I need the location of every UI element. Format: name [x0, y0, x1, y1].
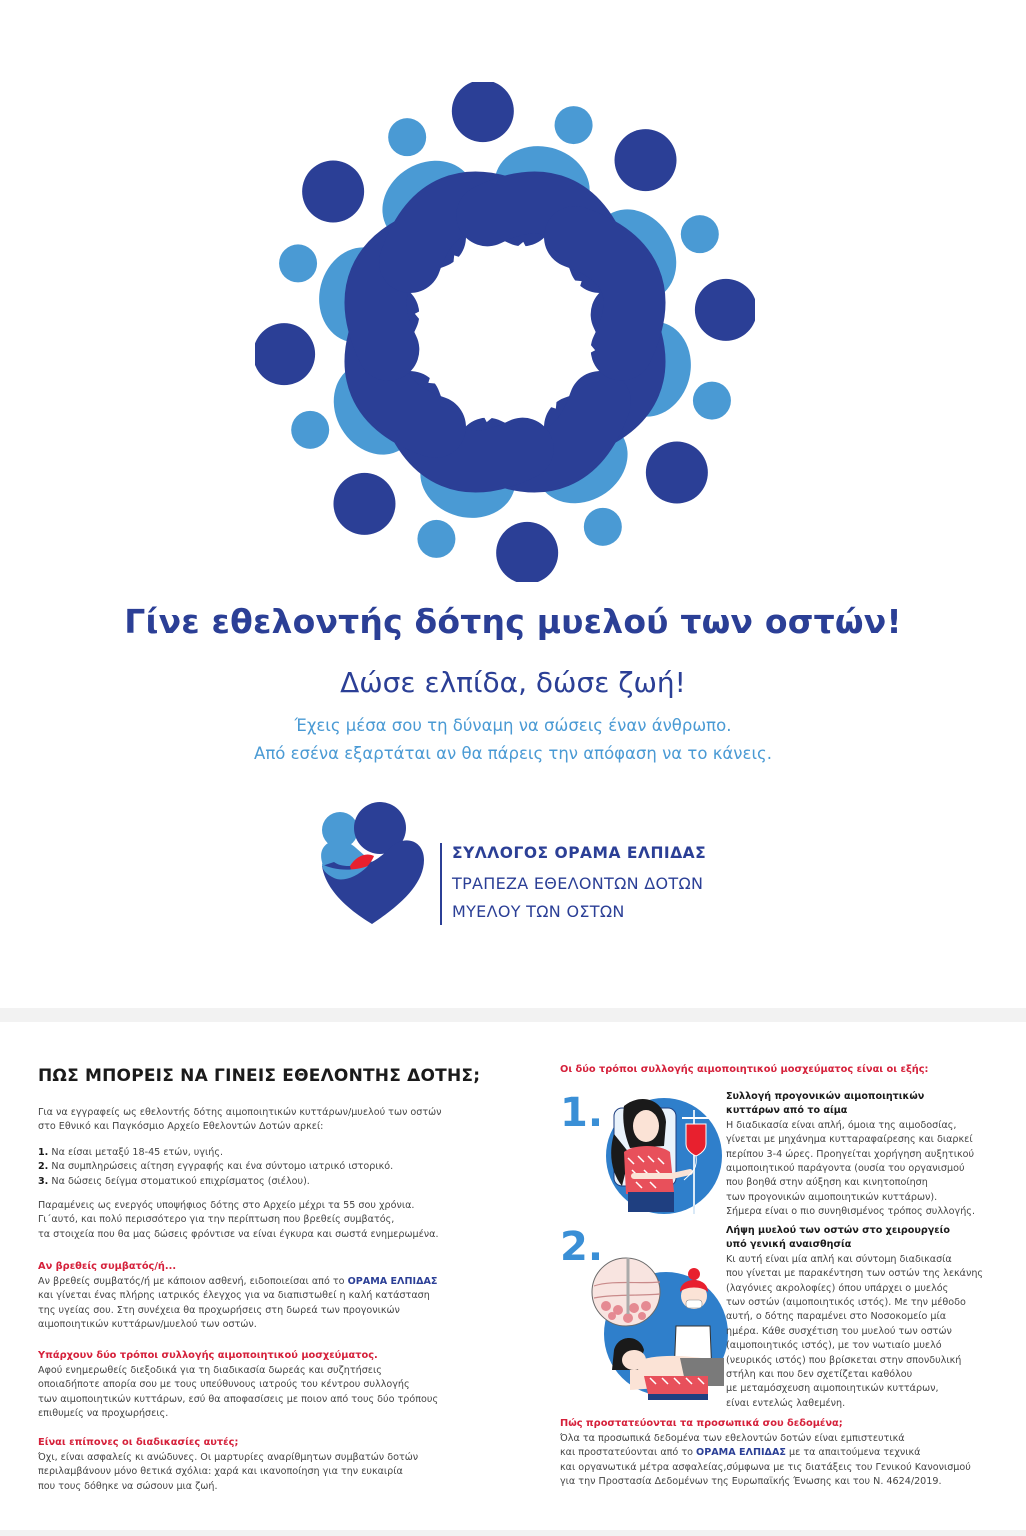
- step-text: Να είσαι μεταξύ 18-45 ετών, υγιής.: [51, 1147, 224, 1158]
- ways-line: Αφού ενημερωθείς διεξοδικά για τη διαδικασία δωρεάς και συζητήσεις: [38, 1365, 382, 1376]
- method-2-title: Λήψη μυελού των οστών στο χειρουργείο: [726, 1225, 950, 1236]
- subtitle: Δώσε ελπίδα, δώσε ζωή!: [340, 666, 686, 699]
- step-item: [38, 1175, 393, 1189]
- match-line: και γίνεται ένας πλήρης ιατρικός έλεγχος για να διαπιστωθεί η καλή κατάσταση: [38, 1290, 430, 1302]
- privacy-heading: Πώς προστατεύονται τα προσωπικά σου δεδομένα;: [560, 1418, 843, 1429]
- method-1-line: γίνεται με μηχάνημα κυτταραφαίρεσης και διαρκεί: [726, 1134, 973, 1146]
- remain-line: Γι΄αυτό, και πολύ περισσότερο για την περίπτωση που βρεθείς συμβατός,: [38, 1214, 395, 1226]
- privacy-line: για την Προστασία Δεδομένων της Ευρωπαϊκής Ένωσης και του Ν. 4624/2019.: [560, 1476, 942, 1488]
- ways-text: [38, 1364, 438, 1422]
- remain-line: τα στοιχεία που θα μας δώσεις φρόντισε να είναι έγκυρα και σωστά ενημερωμένα.: [38, 1228, 439, 1240]
- ways-line: οποιαδήποτε απορία σου με τους υπεύθυνους ιατρούς του κέντρου συλλογής: [38, 1379, 410, 1391]
- light-head: [279, 244, 317, 282]
- navy-arm: [575, 237, 634, 350]
- navy-head: [496, 522, 558, 582]
- method-2-text: [726, 1224, 983, 1411]
- privacy-line: Όλα τα προσωπικά δεδομένα των εθελοντών δοτών είναι εμπιστευτικά: [560, 1433, 905, 1444]
- ways-heading: Υπάρχουν δύο τρόποι συλλογής αιμοποιητικού μοσχεύματος.: [38, 1350, 378, 1361]
- ways-line: επιθυμείς να προχωρήσεις.: [38, 1408, 169, 1420]
- method-1-line: των προγονικών αιμοποιητικών κυττάρων).: [726, 1191, 938, 1203]
- match-line: αιμοποιητικών κυττάρων/μυελού των οστών.: [38, 1319, 257, 1331]
- method-number-2: 2.: [560, 1224, 604, 1270]
- method-2-title: υπό γενική αναισθησία: [726, 1239, 852, 1251]
- method-2-line: ημέρα. Κάθε συσχέτιση του μυελού των οστών: [726, 1325, 952, 1337]
- navy-head: [695, 279, 755, 341]
- privacy-line-start: και προστατεύονται από το: [560, 1447, 697, 1459]
- org-line-3: ΜΥΕΛΟΥ ΤΩΝ ΟΣΤΩΝ: [452, 902, 625, 921]
- org-line-2: ΤΡΑΠΕΖΑ ΕΘΕΛΟΝΤΩΝ ΔΟΤΩΝ: [452, 874, 704, 893]
- remain-line: Παραμένεις ως ενεργός υποψήφιος δότης στο Αρχείο μέχρι τα 55 σου χρόνια.: [38, 1200, 415, 1211]
- method-number-1: 1.: [560, 1090, 604, 1136]
- match-line: της υγείας σου. Στη συνέχεια θα προχωρήσεις στη δωρεά των προγονικών: [38, 1304, 400, 1316]
- methods-heading: Οι δύο τρόποι συλλογής αιμοποιητικού μοσχεύματος είναι οι εξής:: [560, 1064, 929, 1075]
- method-1-line: Η διαδικασία είναι απλή, όμοια της αιμοδοσίας,: [726, 1119, 957, 1131]
- ways-line: των αιμοποιητικών κυττάρων, εσύ θα αποφασίσεις με ποιον από τους δύο τρόπους: [38, 1393, 439, 1405]
- privacy-line: [560, 1446, 971, 1460]
- method-1-line: περίπου 3-4 ώρες. Προηγείται χορήγηση αυξητικού: [726, 1148, 975, 1160]
- step-text: Να συμπληρώσεις αίτηση εγγραφής και ένα σύντομο ιατρικό ιστορικό.: [51, 1161, 394, 1173]
- navy-head: [255, 323, 315, 385]
- pain-line: που τους δόθηκε να σώσουν μια ζωή.: [38, 1480, 218, 1492]
- match-text: [38, 1275, 437, 1333]
- intro-text: [38, 1106, 442, 1135]
- method-2-line: (νευρικός ιστός) που βρίσκεται στην σπονδυλική: [726, 1354, 962, 1366]
- intro-line: στο Εθνικό και Παγκόσμιο Αρχείο Εθελοντών Δοτών αρκεί:: [38, 1121, 324, 1133]
- light-head: [555, 106, 593, 144]
- bottom-band: [0, 1530, 1026, 1536]
- main-title: Γίνε εθελοντής δότης μυελού των οστών!: [124, 602, 902, 641]
- light-head: [693, 382, 731, 420]
- navy-head: [302, 160, 364, 222]
- bone-marrow-surgery-illustration-icon: [590, 1254, 730, 1404]
- remain-text: [38, 1199, 439, 1242]
- org-divider: [440, 843, 442, 925]
- people-ring-logo-icon: [255, 82, 755, 582]
- method-1-title: κυττάρων από το αίμα: [726, 1105, 848, 1117]
- light-head: [417, 520, 455, 558]
- tagline-line-2: Από εσένα εξαρτάται αν θα πάρεις την απόφαση να το κάνεις.: [254, 744, 772, 763]
- left-heading: ΠΩΣ ΜΠΟΡΕΙΣ ΝΑ ΓΙΝΕΙΣ ΕΘΕΛΟΝΤΗΣ ΔΟΤΗΣ;: [38, 1066, 481, 1086]
- navy-head: [333, 473, 395, 535]
- heart-embrace-logo-icon: [312, 800, 432, 926]
- method-1-line: Σήμερα είναι ο πιο συνηθισμένος τρόπος συλλογής.: [726, 1206, 975, 1218]
- method-2-line: των οστών (αιμοποιητικός ιστός). Με την μέθοδο: [726, 1297, 966, 1309]
- intro-line: Για να εγγραφείς ως εθελοντής δότης αιμοποιητικών κυττάρων/μυελού των οστών: [38, 1107, 442, 1118]
- method-2-line: (λαγόνιες ακρολοφίες) όπου υπάρχει ο μυελός: [726, 1282, 949, 1294]
- tagline-line-1: Έχεις μέσα σου τη δύναμη να σώσεις έναν άνθρωπο.: [294, 716, 732, 735]
- step-number: 1.: [38, 1147, 49, 1158]
- method-2-line: με μεταμόσχευση αιμοποιητικών κυττάρων,: [726, 1383, 939, 1395]
- brand-name: ΟΡΑΜΑ ΕΛΠΙΔΑΣ: [347, 1276, 438, 1287]
- method-2-line: που γίνεται με παρακέντηση των οστών της λεκάνης: [726, 1268, 984, 1280]
- light-head: [388, 118, 426, 156]
- pain-line: περιλαμβάνουν μόνο θετικά σχόλια: χαρά και ικανοποίηση για την ευκαιρία: [38, 1466, 403, 1478]
- light-head: [584, 508, 622, 546]
- light-head: [291, 411, 329, 449]
- method-2-line: Κι αυτή είναι μία απλή και σύντομη διαδικασία: [726, 1253, 952, 1265]
- section-divider-band: [0, 1008, 1026, 1022]
- pain-heading: Είναι επίπονες οι διαδικασίες αυτές;: [38, 1437, 239, 1448]
- method-2-line: (αιμοποιητικός ιστός), με τον νωτιαίο μυελό: [726, 1340, 942, 1352]
- pain-text: [38, 1451, 418, 1494]
- light-head: [681, 215, 719, 253]
- step-number: 3.: [38, 1175, 49, 1187]
- match-heading: Αν βρεθείς συμβατός/ή...: [38, 1261, 177, 1272]
- method-2-line: στήλη και που δεν σχετίζεται καθόλου: [726, 1369, 913, 1381]
- navy-head: [615, 129, 677, 191]
- method-1-title: Συλλογή προγονικών αιμοποιητικών: [726, 1091, 925, 1102]
- method-2-line: αυτή, ο δότης παραμένει στο Νοσοκομείο μία: [726, 1311, 947, 1323]
- match-line-start: Αν βρεθείς συμβατός/ή με κάποιον ασθενή, ειδοποιείσαι από το: [38, 1276, 348, 1287]
- privacy-line: και οργανωτικά μέτρα ασφαλείας,σύμφωνα με τις διατάξεις του Γενικού Κανονισμού: [560, 1461, 971, 1473]
- blood-donation-illustration-icon: [594, 1094, 724, 1218]
- step-item: [38, 1160, 393, 1174]
- steps-list: [38, 1146, 393, 1189]
- method-1-line: που βοηθά στην αύξηση και κινητοποίηση: [726, 1177, 928, 1189]
- step-number: 2.: [38, 1161, 49, 1173]
- pain-line: Όχι, είναι ασφαλείς κι ανώδυνες. Οι μαρτυρίες αναρίθμητων συμβατών δοτών: [38, 1452, 419, 1463]
- match-line: [38, 1275, 437, 1289]
- brand-name: ΟΡΑΜΑ ΕΛΠΙΔΑΣ: [696, 1447, 786, 1459]
- org-name: ΣΥΛΛΟΓΟΣ ΟΡΑΜΑ ΕΛΠΙΔΑΣ: [452, 844, 707, 862]
- privacy-line-end: με τα απαιτούμενα τεχνικά: [785, 1447, 921, 1459]
- method-1-line: αιμοποιητικού παράγοντα (ουσία του οργανισμού: [726, 1163, 965, 1175]
- ring-center: [415, 242, 595, 422]
- privacy-text: [560, 1432, 971, 1490]
- method-1-text: [726, 1090, 975, 1220]
- step-text: Να δώσεις δείγμα στοματικού επιχρίσματος (σιέλου).: [51, 1175, 310, 1187]
- navy-head: [452, 82, 514, 142]
- navy-head: [646, 442, 708, 504]
- step-item: [38, 1146, 393, 1160]
- method-2-line: είναι εντελώς λαθεμένη.: [726, 1397, 846, 1409]
